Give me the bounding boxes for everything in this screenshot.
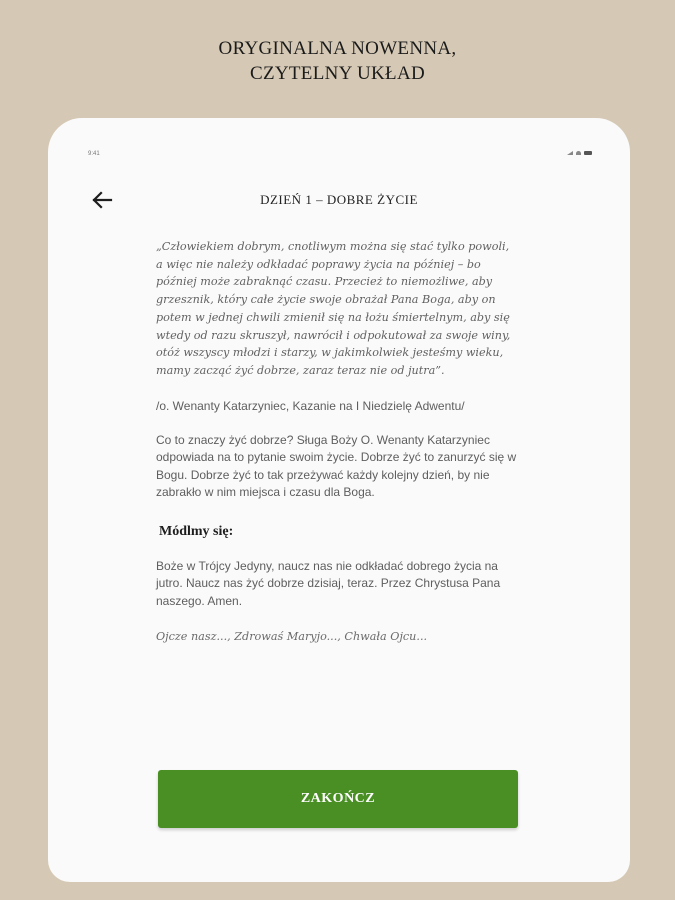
- promo-headline-line-2: CZYTELNY UKŁAD: [250, 63, 425, 84]
- signal-icon: [567, 151, 573, 155]
- screen-title: DZIEŃ 1 – DOBRE ŻYCIE: [260, 192, 418, 207]
- battery-icon: [584, 151, 592, 155]
- wifi-icon: [576, 151, 581, 155]
- novena-content: [156, 238, 518, 656]
- status-time: 9:41: [88, 151, 100, 157]
- reflection-paragraph: Co to znaczy żyć dobrze? Sługa Boży O. Wenanty Katarzyniec odpowiada na to pytanie swoim życie. Dobrze żyć to zanurzyć się w Bogu. Dobrze żyć to tak przeżywać każdy kolejny dzień, by nie zabrakło w nim miejsca i czasu dla Boga.: [156, 432, 517, 499]
- prayer-text: Boże w Trójcy Jedyny, naucz nas nie odkładać dobrego życia na jutro. Naucz nas żyć dobrze dzisiaj, teraz. Przez Chrystusa Pana naszego. Amen.: [156, 559, 501, 608]
- tablet-screen: [48, 118, 630, 882]
- quote-text: „Człowiekiem dobrym, cnotliwym można się stać tylko powoli, a więc nie należy odkładać poprawy życia na później – bo później może zabraknąć czasu. Przecież to niemożliwe, aby grzesznik, który całe życie swoje obrażał Pana Boga, aby on potem w jednej chwili zmienił się na łożu śmiertelnym, aby się wtedy od razu skruszył, nawrócił i odpokutował za swoje winy, otóż wszyscy młodzi i starzy, w jakimkolwiek jesteśmy wieku, mamy zacząć żyć dobrze, zaraz teraz nie od jutra”.: [156, 240, 511, 377]
- finish-button[interactable]: ZAKOŃCZ: [158, 770, 518, 828]
- quote-source: /o. Wenanty Katarzyniec, Kazanie na I Niedzielę Adwentu/: [156, 398, 465, 413]
- status-icons: [567, 151, 592, 155]
- prayer-heading: Módlmy się:: [159, 524, 234, 540]
- promo-headline-line-1: ORYGINALNA NOWENNA,: [218, 38, 457, 59]
- promo-headline: [0, 36, 675, 86]
- closing-prayers: Ojcze nasz..., Zdrowaś Maryjo..., Chwała Ojcu...: [156, 630, 428, 643]
